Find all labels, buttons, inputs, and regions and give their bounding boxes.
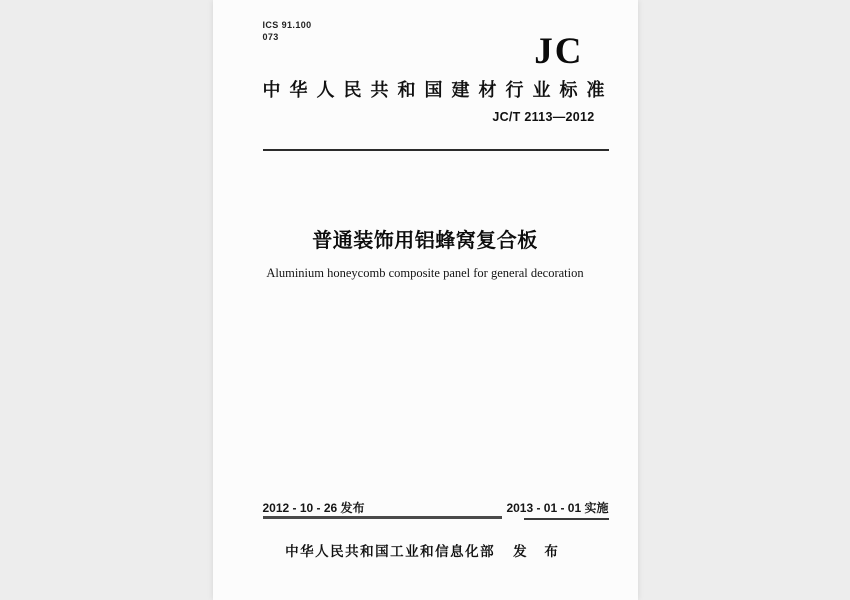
- ics-code-block: [263, 19, 312, 43]
- jc-standard-logo: JC: [534, 31, 584, 72]
- implementation-date-underline: [524, 518, 609, 520]
- document-title-english: Aluminium honeycomb composite panel for general decoration: [266, 266, 584, 280]
- publish-action-label: 发 布: [513, 544, 565, 559]
- publisher-name: 中华人民共和国工业和信息化部: [285, 544, 496, 559]
- issue-date-underline: [263, 516, 502, 519]
- implementation-date: 2013 - 01 - 01 实施: [506, 501, 609, 515]
- ics-number: ICS 91.100: [262, 20, 312, 30]
- standard-number: JC/T 2113—2012: [492, 110, 595, 124]
- classification-code: 073: [262, 32, 279, 42]
- publisher-line: [213, 544, 638, 559]
- standard-cover-page: [213, 0, 638, 600]
- header-divider-line: [263, 149, 609, 151]
- standard-type-heading: 中华人民共和国建材行业标准: [262, 80, 614, 100]
- issue-date: 2012 - 10 - 26 发布: [262, 501, 365, 515]
- document-title-chinese: 普通装饰用铝蜂窝复合板: [312, 230, 538, 252]
